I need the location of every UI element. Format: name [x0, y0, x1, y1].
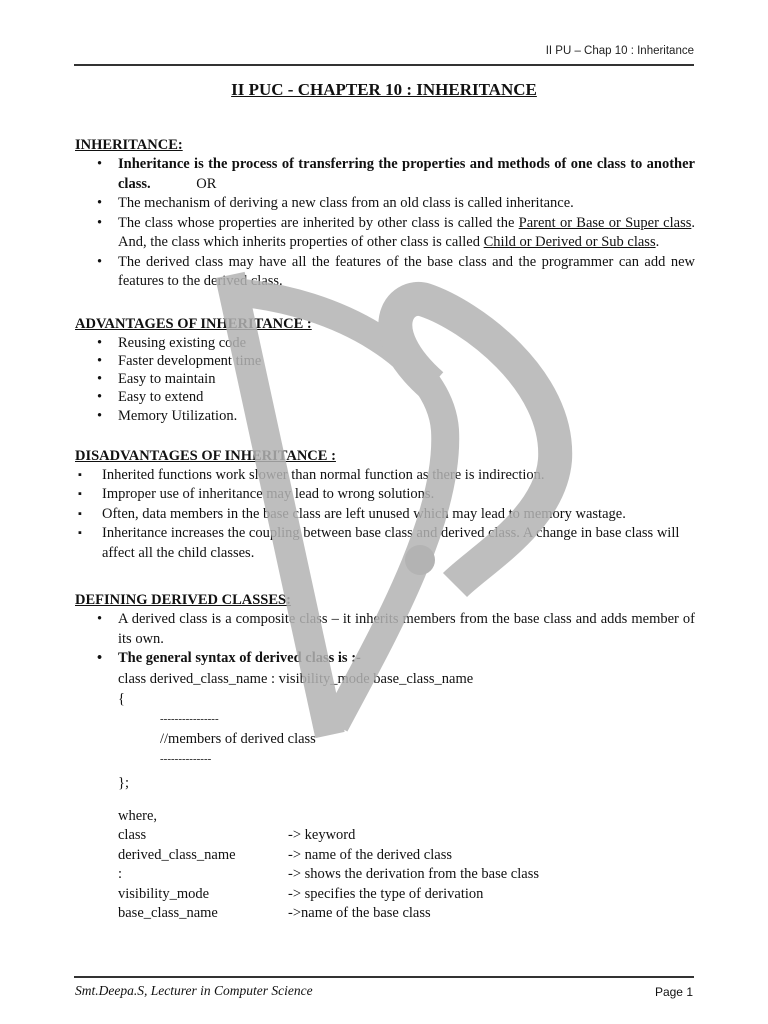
where-term: visibility_mode	[118, 885, 210, 902]
list-item: • The derived class may have all the features of the base class and the programmer can add new features to the derived class.	[75, 253, 695, 292]
list-item: • Easy to maintain	[75, 370, 695, 388]
where-term: class	[118, 827, 147, 844]
where-row	[118, 826, 695, 846]
parent-term: Parent or Base or Super class	[518, 214, 692, 231]
page-content	[75, 136, 695, 924]
or-text: OR	[196, 175, 217, 192]
where-row	[118, 885, 695, 905]
where-desc: -> keyword	[288, 827, 356, 844]
list-item: • Faster development time	[75, 352, 695, 370]
page-number: Page 1	[654, 985, 693, 999]
open-brace: {	[118, 690, 125, 707]
list-item: • Easy to extend	[75, 388, 695, 406]
list-item: ▪ Often, data members in the base class are left unused which may lead to memory wastage.	[75, 505, 695, 525]
list-item: • Reusing existing code	[75, 334, 695, 352]
close-brace: };	[118, 774, 129, 791]
where-row	[118, 846, 695, 866]
where-table	[75, 807, 695, 924]
page-title: II PUC - CHAPTER 10 : INHERITANCE	[231, 80, 537, 99]
list-item	[75, 155, 695, 194]
section-inheritance	[75, 136, 695, 292]
where-term: derived_class_name	[118, 846, 236, 863]
list-item: • A derived class is a composite class – it inherits members from the base class and adds member of its own.	[75, 610, 695, 649]
syntax-line: class derived_class_name : visibility_mode base_class_name	[118, 670, 474, 687]
definition-text: Inheritance is the process of transferring the properties and methods of one class to another class.	[118, 156, 695, 192]
section-heading: DEFINING DERIVED CLASSES:	[75, 592, 291, 609]
footer-rule	[74, 976, 694, 978]
list-item: • The mechanism of deriving a new class from an old class is called inheritance.	[75, 194, 695, 214]
section-disadvantages	[75, 447, 695, 564]
where-term: base_class_name	[118, 905, 218, 922]
list-item: • Memory Utilization.	[75, 407, 695, 425]
footer-author: Smt.Deepa.S, Lecturer in Computer Science	[75, 983, 313, 998]
list-item: ▪ Improper use of inheritance may lead to wrong solutions.	[75, 485, 695, 505]
running-header: II PU – Chap 10 : Inheritance	[545, 45, 694, 57]
section-heading: ADVANTAGES OF INHERITANCE :	[75, 315, 312, 332]
dash-line: ----------------	[160, 712, 219, 725]
section-heading: INHERITANCE:	[75, 137, 183, 153]
dash-line: --------------	[160, 752, 212, 765]
list-item: ▪ Inherited functions work slower than normal function as there is indirection.	[75, 466, 695, 486]
text-span: The class whose properties are inherited by other class is called the	[118, 214, 519, 231]
where-row	[118, 904, 695, 924]
section-defining-derived-classes	[75, 591, 695, 924]
where-row	[118, 865, 695, 885]
where-desc: -> shows the derivation from the base class	[288, 866, 539, 883]
list-item: • The general syntax of derived class is :-	[75, 649, 695, 669]
members-comment: //members of derived class	[160, 730, 316, 747]
where-desc: -> name of the derived class	[288, 846, 452, 863]
header-rule	[74, 64, 694, 66]
text-span: . And, the class which inherits properties of other class is called	[118, 214, 695, 250]
where-desc: -> specifies the type of derivation	[288, 885, 484, 902]
child-term: Child or Derived or Sub class	[483, 234, 656, 250]
where-desc: ->name of the base class	[288, 905, 431, 922]
section-advantages	[75, 315, 695, 425]
list-item	[75, 214, 695, 253]
where-label: where,	[118, 807, 158, 824]
text-span: .	[655, 234, 660, 250]
where-term: :	[118, 866, 123, 883]
section-heading: DISADVANTAGES OF INHERITANCE :	[75, 447, 336, 464]
syntax-block	[75, 669, 695, 793]
list-item: ▪ Inheritance increases the coupling between base class and derived class. A change in base class will affect all the child classes.	[75, 524, 695, 563]
